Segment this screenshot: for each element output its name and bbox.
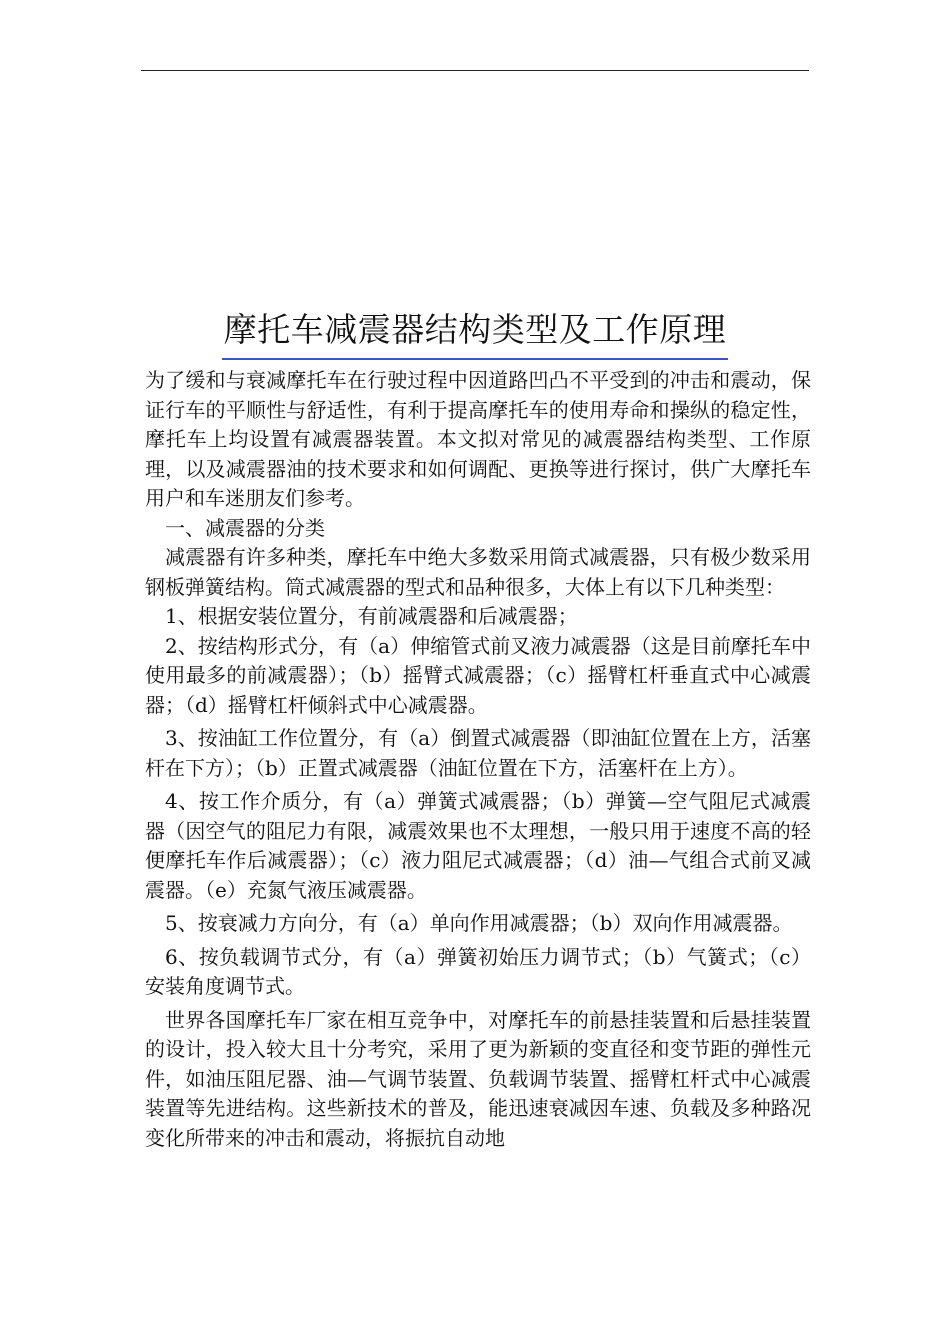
list-item-1: 1、根据安装位置分，有前减震器和后减震器；	[165, 604, 578, 628]
paragraph-types: 减震器有许多种类，摩托车中绝大多数采用筒式减震器，只有极少数采用钢板弹簧结构。筒式减震器的型式和品种很多，大体上有以下几种类型：	[145, 545, 811, 599]
title-block	[0, 308, 950, 360]
list-item-6: 6、按负载调节式分，有（a）弹簧初始压力调节式；（b）气簧式；（c）安装角度调节式。	[145, 944, 811, 998]
list-item-2: 2、按结构形式分，有（a）伸缩管式前叉液力减震器（这是目前摩托车中使用最多的前减震器）；（b）摇臂式减震器；（c）摇臂杠杆垂直式中心减震器；（d）摇臂杠杆倾斜式中心减震器。	[145, 633, 811, 717]
list-item-5: 5、按衰减力方向分，有（a）单向作用减震器；（b）双向作用减震器。	[165, 911, 793, 935]
paragraph-manufacturers: 世界各国摩托车厂家在相互竞争中，对摩托车的前悬挂装置和后悬挂装置的设计，投入较大且十分考究，采用了更为新颖的变直径和变节距的弹性元件，如油压阻尼器、油—气调节装置、负载调节装置、摇臂杠杆式中心减震装置等先进结构。这些新技术的普及，能迅速衰减因车速、负载及多种路况变化所带来的冲击和震动，将振抗自动地	[145, 1007, 811, 1150]
document-title: 摩托车减震器结构类型及工作原理	[222, 308, 729, 360]
document-body	[145, 366, 811, 1153]
header-rule	[141, 70, 809, 71]
paragraph-intro: 为了缓和与衰减摩托车在行驶过程中因道路凹凸不平受到的冲击和震动，保证行车的平顺性与舒适性，有利于提高摩托车的使用寿命和操纵的稳定性，摩托车上均设置有减震器装置。本文拟对常见的减震器结构类型、工作原理，以及减震器油的技术要求和如何调配、更换等进行探讨，供广大摩托车用户和车迷朋友们参考。	[145, 368, 811, 510]
section-heading-classification: 一、减震器的分类	[165, 515, 325, 540]
list-item-3: 3、按油缸工作位置分，有（a）倒置式减震器（即油缸位置在上方，活塞杆在下方）；（b）正置式减震器（油缸位置在下方，活塞杆在上方）。	[145, 726, 811, 780]
list-item-4: 4、按工作介质分，有（a）弹簧式减震器；（b）弹簧—空气阻尼式减震器（因空气的阻尼力有限，减震效果也不太理想，一般只用于速度不高的轻便摩托车作后减震器）；（c）液力阻尼式减震器；（d）油—气组合式前叉减震器。（e）充氮气液压减震器。	[145, 789, 811, 902]
